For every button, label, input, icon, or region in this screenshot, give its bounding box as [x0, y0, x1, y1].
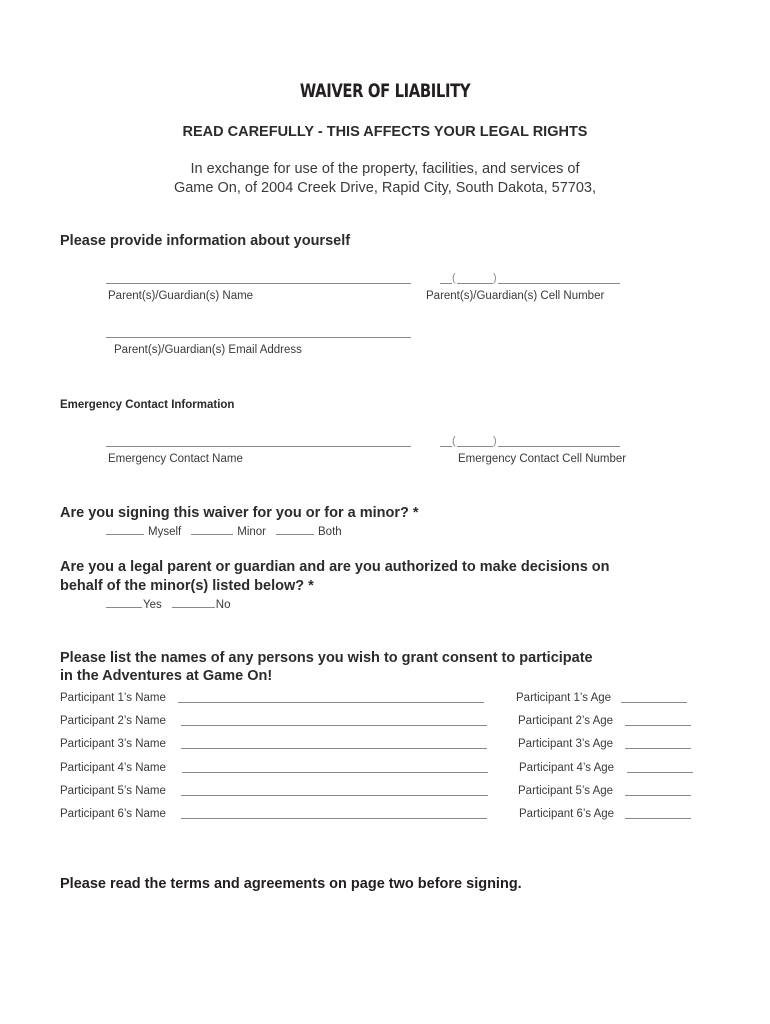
participant-name-field[interactable]: [181, 818, 487, 819]
emergency-heading: Emergency Contact Information: [60, 399, 235, 411]
guardian-email-field[interactable]: [106, 337, 411, 338]
participant-name-label: Participant 1’s Name: [60, 692, 166, 704]
emergency-name-field[interactable]: [106, 446, 411, 447]
option-yes-blank[interactable]: [106, 598, 142, 608]
participant-name-field[interactable]: [181, 795, 488, 796]
participant-age-field[interactable]: [625, 818, 691, 819]
participant-name-label: Participant 2’s Name: [60, 715, 166, 727]
participant-name-label: Participant 5’s Name: [60, 785, 166, 797]
guardian-auth-question-line-1: Are you a legal parent or guardian and are you authorized to make decisions on: [60, 559, 610, 575]
participant-name-field[interactable]: [178, 702, 484, 703]
personal-info-heading: Please provide information about yourself: [60, 233, 351, 249]
guardian-phone-field[interactable]: [440, 270, 620, 284]
participant-age-label: Participant 3’s Age: [518, 738, 614, 750]
guardian-phone-label: Parent(s)/Guardian(s) Cell Number: [426, 290, 605, 302]
option-no-blank[interactable]: [172, 598, 215, 608]
participant-age-label: Participant 2’s Age: [518, 715, 614, 727]
intro-line-2: Game On, of 2004 Creek Drive, Rapid City, South Dakota, 57703,: [173, 180, 597, 196]
option-yes-label: Yes: [143, 599, 162, 611]
participant-name-field[interactable]: [182, 772, 488, 773]
participants-heading-line-2: in the Adventures at Game On!: [60, 668, 273, 684]
option-myself-blank[interactable]: [106, 525, 144, 535]
participant-age-field[interactable]: [621, 702, 687, 703]
signing-for-options: [106, 525, 342, 538]
participant-age-field[interactable]: [625, 725, 691, 726]
participant-name-field[interactable]: [181, 725, 487, 726]
option-no-label: No: [215, 599, 231, 611]
participant-age-field[interactable]: [627, 772, 693, 773]
participant-row: [60, 713, 700, 729]
participant-name-label: Participant 3’s Name: [60, 738, 166, 750]
participant-row: [60, 736, 700, 752]
document-title: WAIVER OF LIABILITY: [299, 80, 471, 102]
guardian-name-label: Parent(s)/Guardian(s) Name: [108, 290, 254, 302]
participant-row: [60, 806, 700, 822]
participant-age-field[interactable]: [625, 795, 691, 796]
phone-close-paren: ): [493, 435, 497, 447]
participants-heading-line-1: Please list the names of any persons you wish to grant consent to participate: [60, 650, 593, 666]
participant-name-field[interactable]: [181, 748, 487, 749]
option-minor-label: Minor: [237, 526, 266, 538]
participant-row: [60, 760, 700, 776]
guardian-name-field[interactable]: [106, 283, 411, 284]
phone-open-paren: (: [452, 272, 456, 284]
intro-line-1: In exchange for use of the property, facilities, and services of: [190, 161, 580, 177]
phone-open-paren: (: [452, 435, 456, 447]
emergency-phone-label: Emergency Contact Cell Number: [458, 453, 627, 465]
emergency-name-label: Emergency Contact Name: [108, 453, 243, 465]
signing-for-question: Are you signing this waiver for you or for a minor? *: [60, 505, 419, 521]
participant-age-label: Participant 6’s Age: [519, 808, 615, 820]
option-both-label: Both: [318, 526, 342, 538]
option-minor-blank[interactable]: [191, 525, 233, 535]
participant-age-label: Participant 1’s Age: [516, 692, 612, 704]
footer-note: Please read the terms and agreements on page two before signing.: [60, 876, 522, 892]
participant-age-label: Participant 5’s Age: [518, 785, 614, 797]
phone-close-paren: ): [493, 272, 497, 284]
option-both-blank[interactable]: [276, 525, 314, 535]
participant-name-label: Participant 4’s Name: [60, 762, 166, 774]
option-myself-label: Myself: [148, 526, 182, 538]
participant-age-field[interactable]: [625, 748, 691, 749]
guardian-auth-question-line-2: behalf of the minor(s) listed below? *: [60, 578, 314, 594]
guardian-auth-options: [106, 598, 230, 611]
document-subtitle: READ CAREFULLY - THIS AFFECTS YOUR LEGAL RIGHTS: [182, 124, 588, 140]
participant-row: [60, 690, 700, 706]
guardian-email-label: Parent(s)/Guardian(s) Email Address: [114, 344, 302, 356]
participant-row: [60, 783, 700, 799]
participant-age-label: Participant 4’s Age: [519, 762, 615, 774]
participant-name-label: Participant 6’s Name: [60, 808, 166, 820]
emergency-phone-field[interactable]: [440, 433, 620, 447]
